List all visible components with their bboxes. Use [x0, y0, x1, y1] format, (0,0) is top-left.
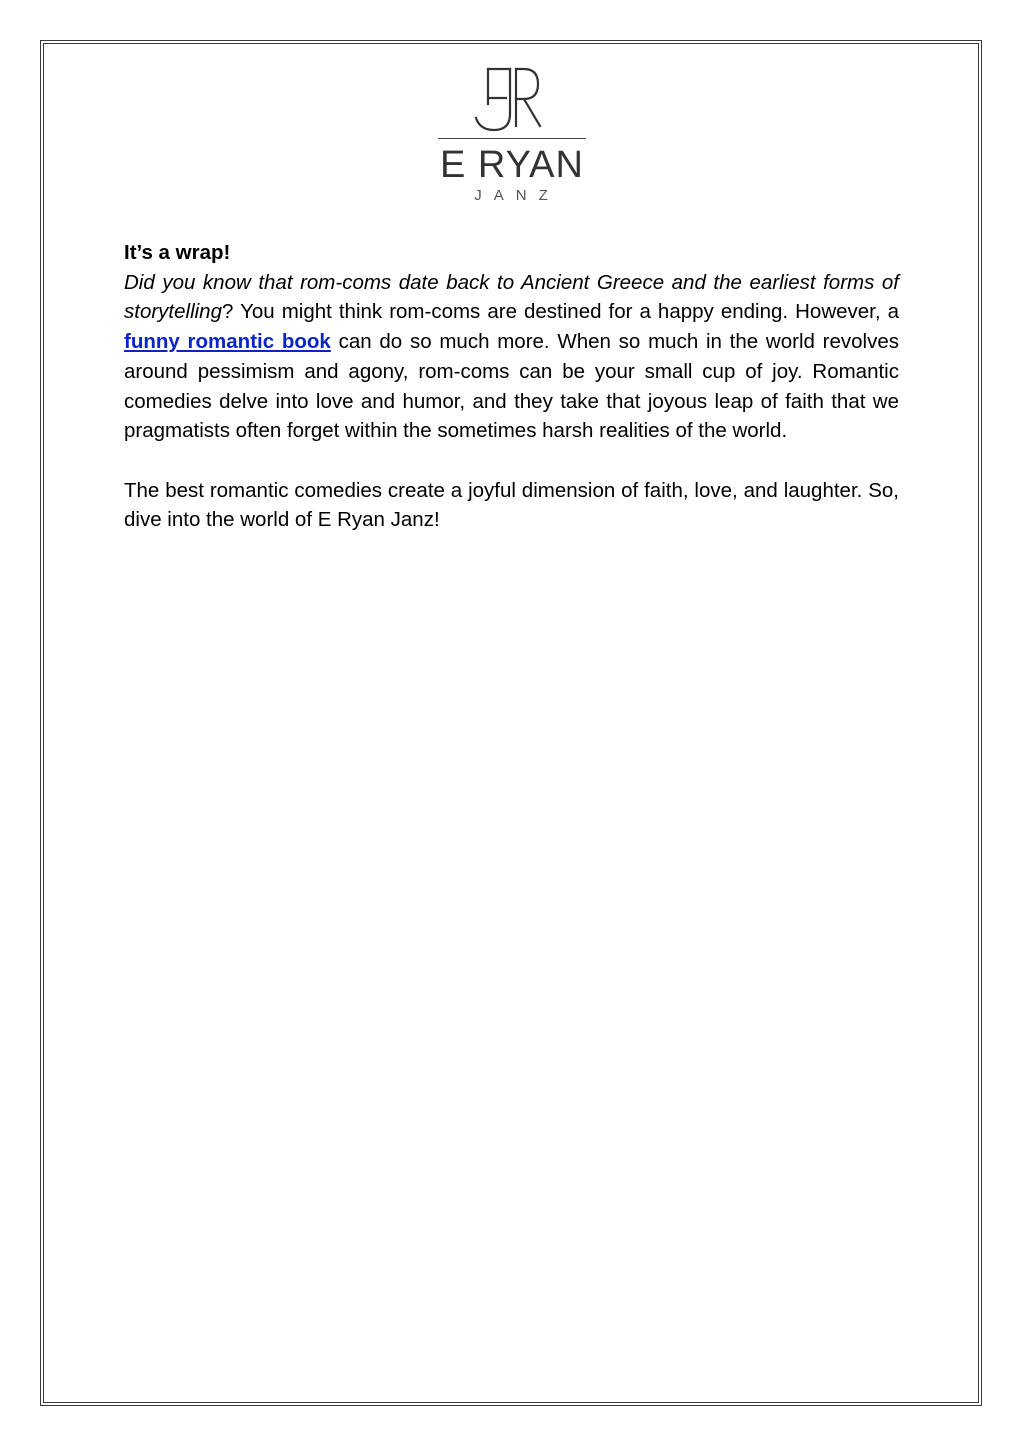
funny-romantic-book-link[interactable]: funny romantic book — [124, 330, 331, 354]
paragraph-1-italic: Did you know that rom-coms date back to Ancient Greece and the earliest forms of storytelling — [124, 270, 899, 324]
paragraph-1 — [124, 268, 899, 446]
paragraph-2: The best romantic comedies create a joyful dimension of faith, love, and laughter. So, dive into the world of E Ryan Janz! — [124, 478, 899, 532]
paragraph-1-text-a: ? You might think rom-coms are destined for a happy ending. However, a — [222, 300, 899, 324]
monogram-icon — [436, 64, 588, 138]
paragraph-1-text-b: can do so much more. When so much in the world revolves around pessimism and agony, rom-coms can be your small cup of joy. Romantic comedies delve into love and humor, and they take that joyous leap of faith that we pragmatists often forget within the sometimes harsh realities of the world. — [124, 330, 899, 443]
logo-divider — [438, 138, 586, 139]
article-heading: It’s a wrap! — [124, 241, 231, 264]
logo-subtitle: JANZ — [474, 187, 560, 204]
article-body — [124, 238, 899, 535]
logo — [436, 64, 588, 204]
logo-name: E RYAN — [440, 144, 584, 186]
